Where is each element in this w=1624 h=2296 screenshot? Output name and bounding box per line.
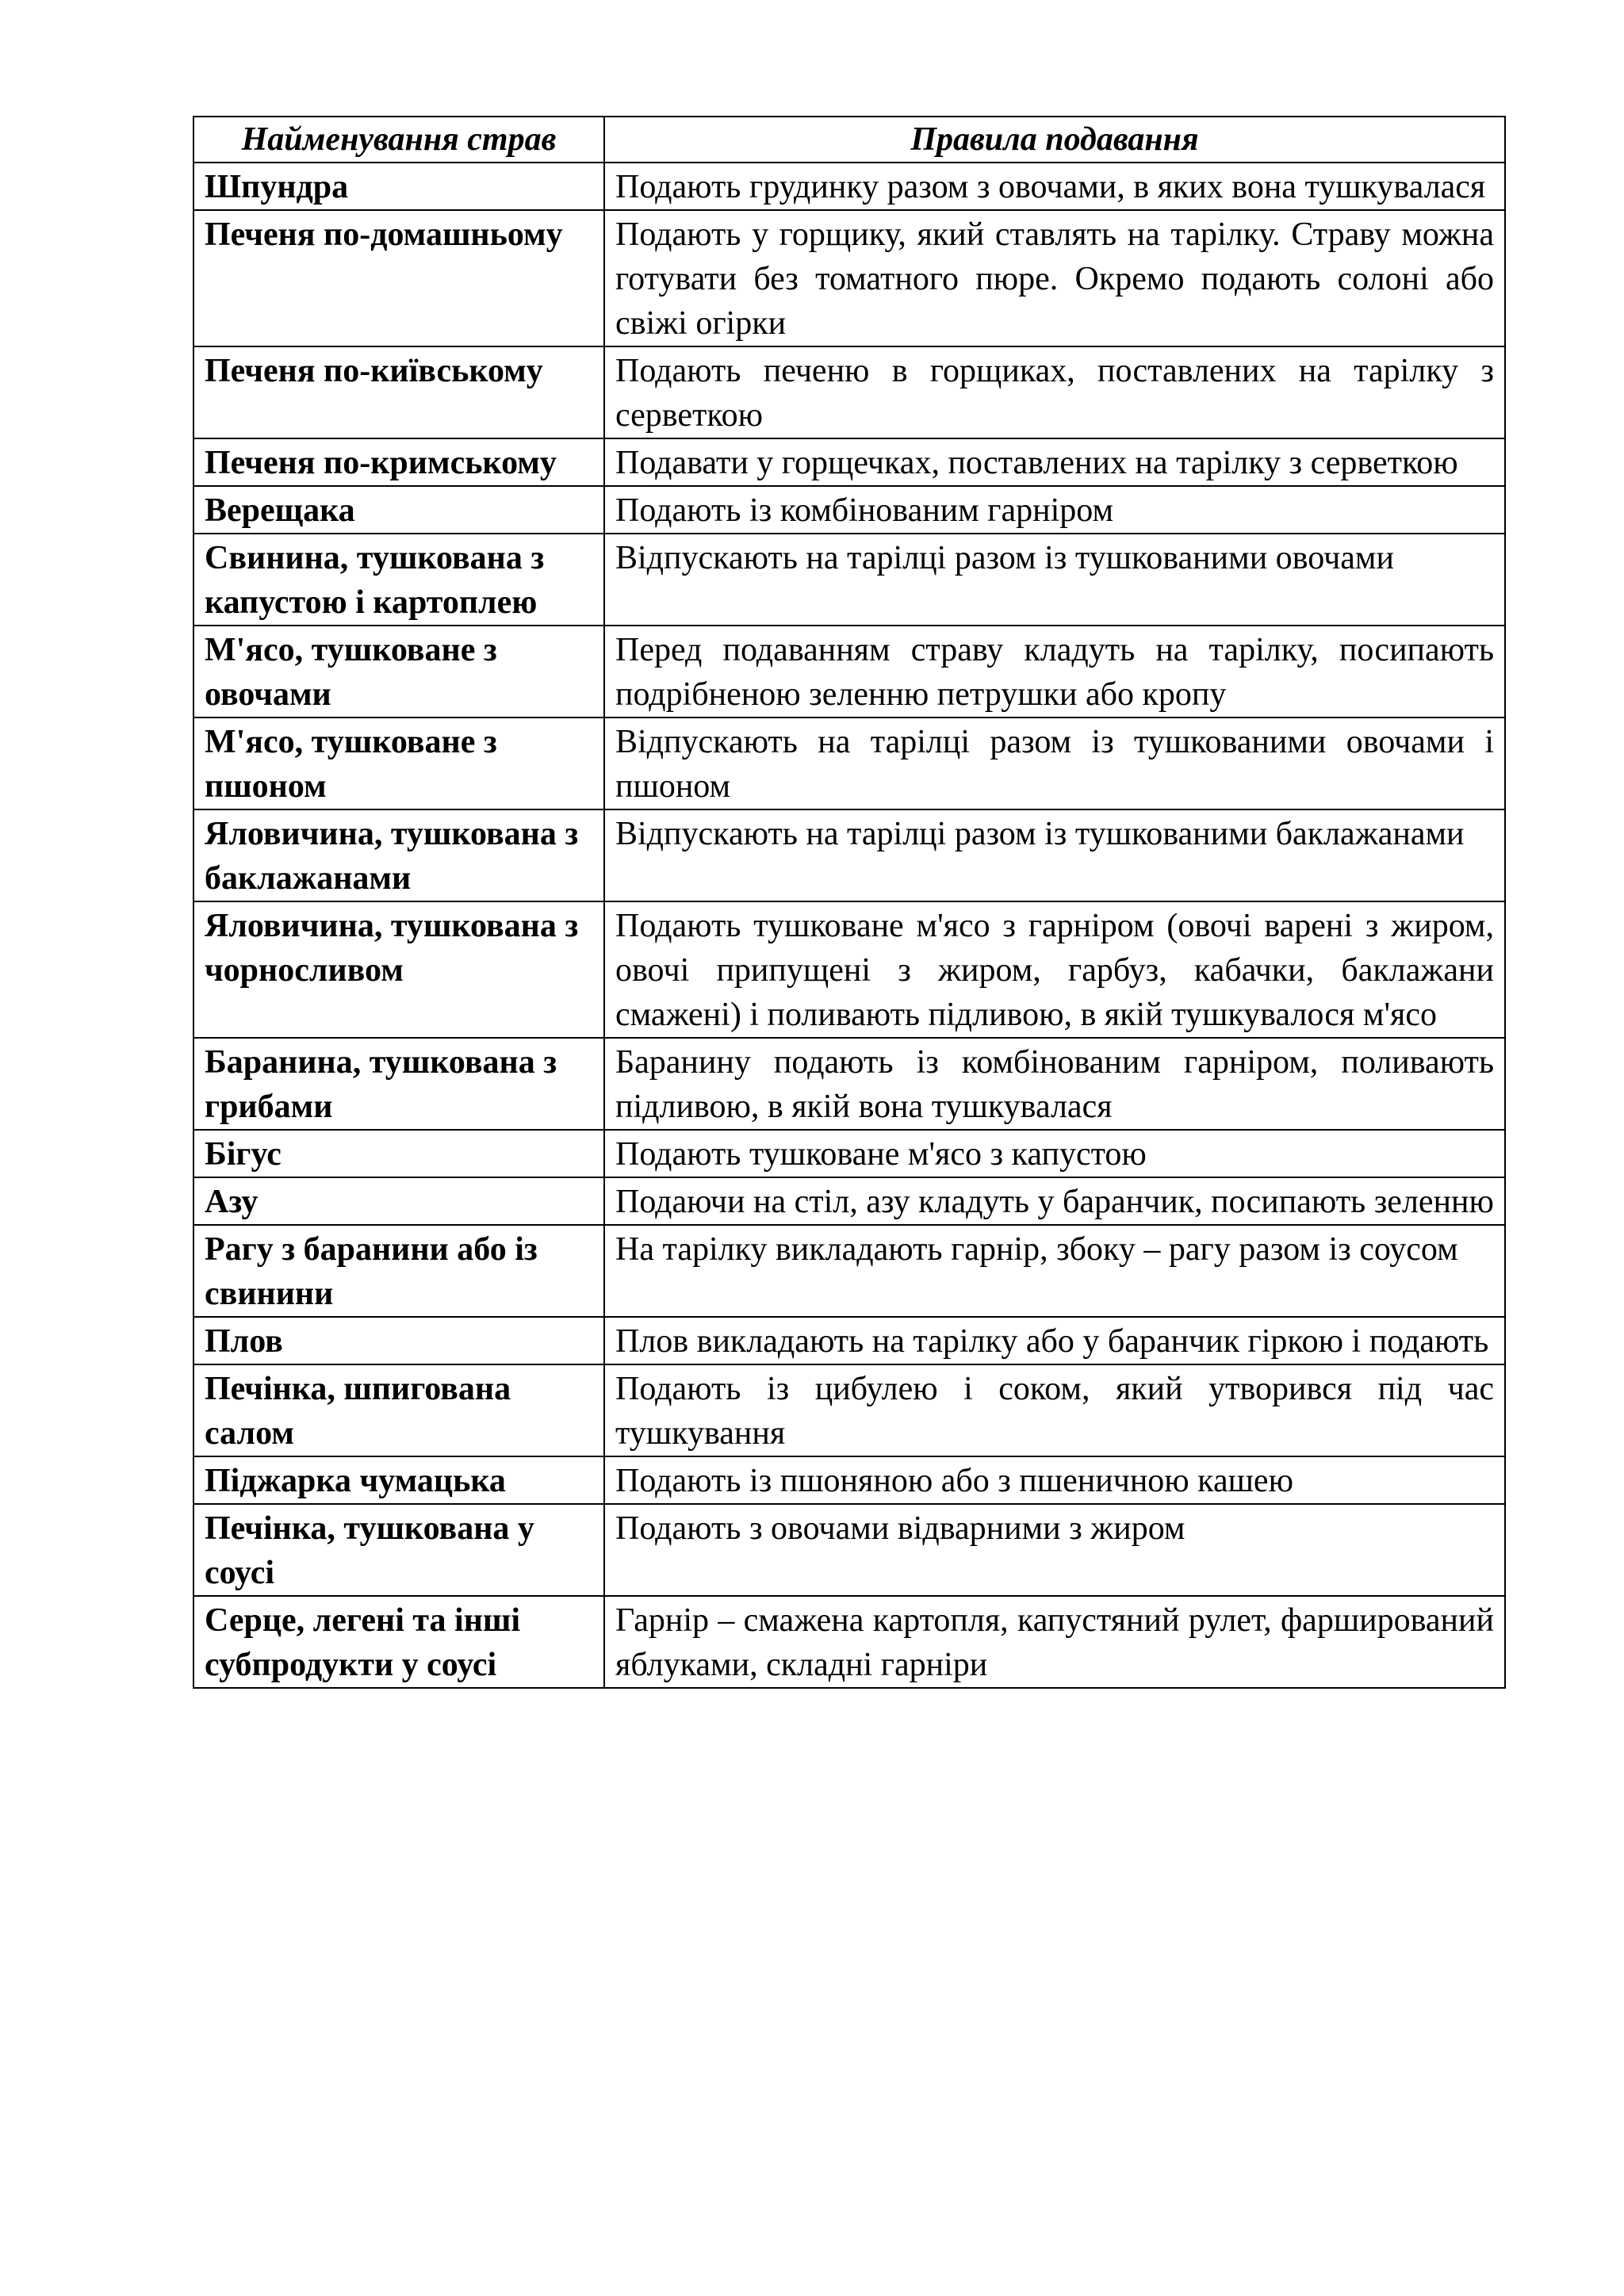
table-row [193, 1317, 1505, 1364]
dish-name-cell: Яловичина, тушкована з баклажанами [193, 809, 604, 901]
table-row [193, 1130, 1505, 1177]
table-row [193, 486, 1505, 534]
table-row [193, 809, 1505, 901]
dish-name-cell: Печеня по-кримському [193, 438, 604, 486]
dish-name-cell: Яловичина, тушкована з чорносливом [193, 901, 604, 1038]
dish-name-cell: Рагу з баранини або із свинини [193, 1225, 604, 1317]
dish-name-cell: Піджарка чумацька [193, 1456, 604, 1504]
serving-rule-cell: Подають печеню в горщиках, поставлених на тарілку з серветкою [604, 346, 1505, 438]
serving-rule-cell: Баранину подають із комбінованим гарніром, поливають підливою, в якій вона тушкувалася [604, 1038, 1505, 1130]
header-serving-rules: Правила подавання [604, 117, 1505, 163]
serving-rule-cell: Подають тушковане м'ясо з гарніром (овочі варені з жиром, овочі припущені з жиром, гарбуз, кабачки, баклажани смажені) і поливають підливою, в якій тушкувалося м'ясо [604, 901, 1505, 1038]
table-row [193, 534, 1505, 626]
table-row [193, 346, 1505, 438]
serving-rule-cell: Плов викладають на тарілку або у баранчик гіркою і подають [604, 1317, 1505, 1364]
table-row [193, 1504, 1505, 1596]
serving-rule-cell: Подають із комбінованим гарніром [604, 486, 1505, 534]
serving-rule-cell: Подають з овочами відварними з жиром [604, 1504, 1505, 1596]
serving-rule-cell: Подають грудинку разом з овочами, в яких вона тушкувалася [604, 163, 1505, 210]
table-row [193, 210, 1505, 346]
serving-rule-cell: На тарілку викладають гарнір, збоку – рагу разом із соусом [604, 1225, 1505, 1317]
serving-rule-cell: Гарнір – смажена картопля, капустяний рулет, фарширований яблуками, складні гарніри [604, 1596, 1505, 1688]
serving-rule-cell: Відпускають на тарілці разом із тушкованими овочами [604, 534, 1505, 626]
dish-name-cell: Бігус [193, 1130, 604, 1177]
table-row [193, 718, 1505, 809]
table-row [193, 1177, 1505, 1225]
dish-name-cell: Плов [193, 1317, 604, 1364]
serving-rule-cell: Подають із пшоняною або з пшеничною кашею [604, 1456, 1505, 1504]
serving-rule-cell: Подають із цибулею і соком, який утворився під час тушкування [604, 1364, 1505, 1456]
table-row [193, 1225, 1505, 1317]
table-row [193, 901, 1505, 1038]
table-row [193, 163, 1505, 210]
dish-name-cell: Азу [193, 1177, 604, 1225]
dish-name-cell: Серце, легені та інші субпродукти у соусі [193, 1596, 604, 1688]
serving-rule-cell: Відпускають на тарілці разом із тушкованими баклажанами [604, 809, 1505, 901]
dish-name-cell: Печінка, шпигована салом [193, 1364, 604, 1456]
dish-name-cell: Печеня по-домашньому [193, 210, 604, 346]
dish-name-cell: М'ясо, тушковане з овочами [193, 626, 604, 718]
dish-name-cell: Баранина, тушкована з грибами [193, 1038, 604, 1130]
serving-rule-cell: Подають у горщику, який ставлять на тарілку. Страву можна готувати без томатного пюре. Окремо подають солоні або свіжі огірки [604, 210, 1505, 346]
serving-rule-cell: Подавати у горщечках, поставлених на тарілку з серветкою [604, 438, 1505, 486]
dish-name-cell: Шпундра [193, 163, 604, 210]
header-dish-name: Найменування страв [193, 117, 604, 163]
serving-rule-cell: Подаючи на стіл, азу кладуть у баранчик, посипають зеленню [604, 1177, 1505, 1225]
table-header-row [193, 117, 1505, 163]
table-row [193, 1038, 1505, 1130]
table-row [193, 438, 1505, 486]
dish-name-cell: Свинина, тушкована з капустою і картоплею [193, 534, 604, 626]
table-body [193, 163, 1505, 1688]
dish-name-cell: Верещака [193, 486, 604, 534]
serving-rule-cell: Відпускають на тарілці разом із тушкованими овочами і пшоном [604, 718, 1505, 809]
serving-rule-cell: Перед подаванням страву кладуть на тарілку, посипають подрібненою зеленню петрушки або кропу [604, 626, 1505, 718]
serving-rule-cell: Подають тушковане м'ясо з капустою [604, 1130, 1505, 1177]
table-row [193, 626, 1505, 718]
serving-rules-table [193, 116, 1506, 1689]
dish-name-cell: Печеня по-київському [193, 346, 604, 438]
table-row [193, 1596, 1505, 1688]
dish-name-cell: М'ясо, тушковане з пшоном [193, 718, 604, 809]
table-row [193, 1364, 1505, 1456]
dish-name-cell: Печінка, тушкована у соусі [193, 1504, 604, 1596]
table-row [193, 1456, 1505, 1504]
